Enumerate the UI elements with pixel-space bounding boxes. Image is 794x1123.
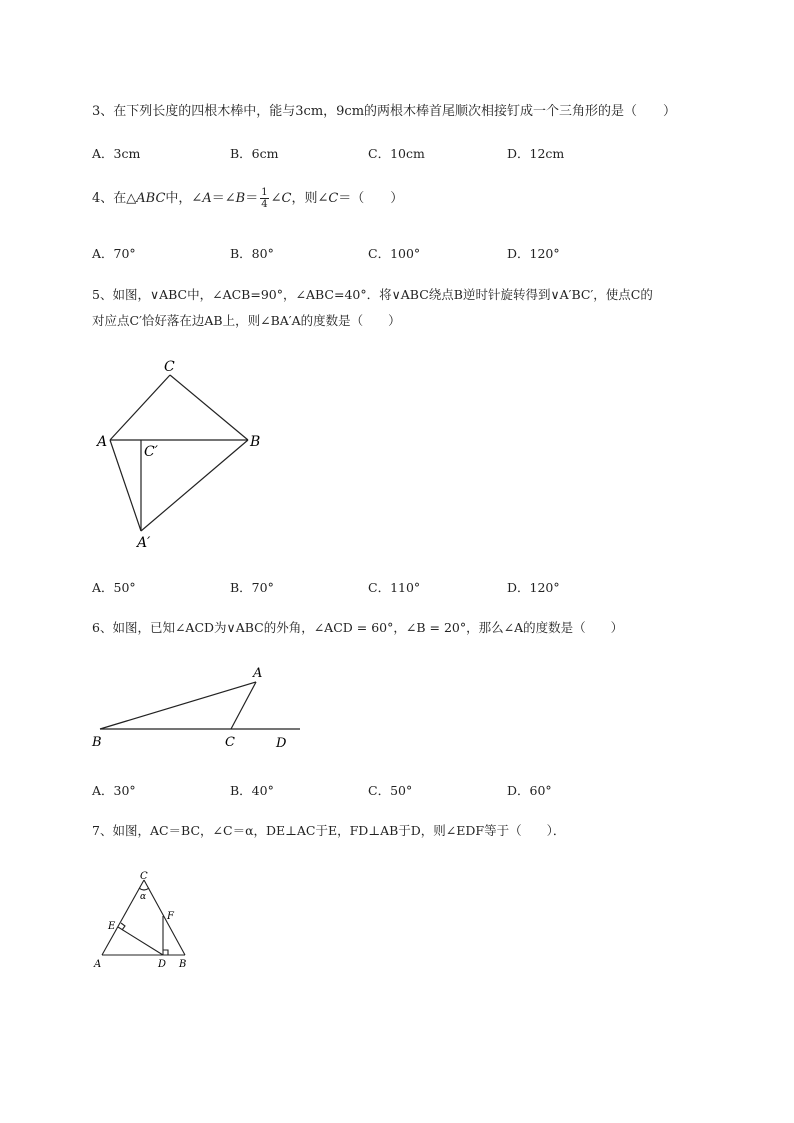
label-f: F [167, 911, 174, 922]
question-3-option-c[interactable]: C．10cm [368, 146, 425, 161]
question-5-figure [95, 355, 270, 550]
question-5-option-a[interactable]: A．50° [92, 580, 136, 595]
label-b: B [92, 735, 102, 750]
segment-aa-prime [110, 440, 141, 531]
question-6-option-c[interactable]: C．50° [368, 783, 413, 798]
label-d: D [158, 959, 167, 970]
question-3-option-b[interactable]: B．6cm [230, 146, 279, 161]
label-c: C [225, 735, 235, 750]
question-3-stem: 3、在下列长度的四根木棒中，能与3cm，9cm的两根木棒首尾顺次相接钉成一个三角形的是（ ） [92, 104, 677, 119]
question-6-option-b[interactable]: B．40° [230, 783, 274, 798]
question-7-stem: 7、如图，AC＝BC，∠C＝α，DE⊥AC于E，FD⊥AB于D，则∠EDF等于（ ）． [92, 823, 566, 838]
segment-ac [231, 682, 256, 729]
question-4-option-a[interactable]: A．70° [92, 246, 136, 261]
label-c-prime: C′ [144, 444, 158, 460]
question-3-option-a[interactable]: A．3cm [92, 146, 141, 161]
right-angle-mark-d [163, 950, 168, 955]
label-c: C [164, 359, 175, 375]
question-4-option-d[interactable]: D．120° [507, 246, 560, 261]
segment-ca [102, 880, 147, 955]
angle-arc-c [139, 888, 149, 890]
label-d: D [276, 736, 287, 751]
question-7-figure [90, 868, 195, 973]
question-6-figure [88, 662, 308, 754]
question-4-option-c[interactable]: C．100° [368, 246, 421, 261]
segment-cb [144, 880, 185, 955]
segment-ba [100, 682, 256, 729]
label-e: E [108, 921, 116, 932]
question-6-option-d[interactable]: D．60° [507, 783, 552, 798]
label-a: A [94, 959, 102, 970]
question-5-stem-line1: 5、如图，∨ABC中，∠ACB=90°，∠ABC=40°．将∨ABC绕点B逆时针旋转得到∨A′BC′，使点C的 [92, 287, 653, 302]
label-alpha: α [140, 892, 147, 902]
question-5-option-c[interactable]: C．110° [368, 580, 421, 595]
segment-ed [118, 927, 163, 955]
question-5-option-d[interactable]: D．120° [507, 580, 560, 595]
label-b: B [250, 434, 261, 450]
question-6-option-a[interactable]: A．30° [92, 783, 136, 798]
question-3-option-d[interactable]: D．12cm [507, 146, 565, 161]
question-6-stem: 6、如图，已知∠ACD为∨ABC的外角，∠ACD = 60°，∠B = 20°，那么∠A的度数是（ ） [92, 620, 624, 635]
label-a-prime: A′ [137, 535, 151, 550]
question-5-option-b[interactable]: B．70° [230, 580, 274, 595]
segment-cb [170, 375, 248, 440]
segment-ac [110, 375, 170, 440]
question-4-stem: 4、在△ABC中，∠A＝∠B＝ $\frac{1}{4}$ ∠C，则∠C＝（ ） [92, 187, 404, 210]
question-4-option-b[interactable]: B．80° [230, 246, 274, 261]
label-b: B [179, 959, 187, 970]
label-c: C [140, 871, 148, 882]
fraction-one-quarter: $\frac{1}{4}$ [261, 187, 268, 210]
label-a: A [97, 434, 108, 450]
question-5-stem-line2: 对应点C′恰好落在边AB上，则∠BA′A的度数是（ ） [92, 313, 401, 328]
label-a: A [253, 666, 263, 681]
